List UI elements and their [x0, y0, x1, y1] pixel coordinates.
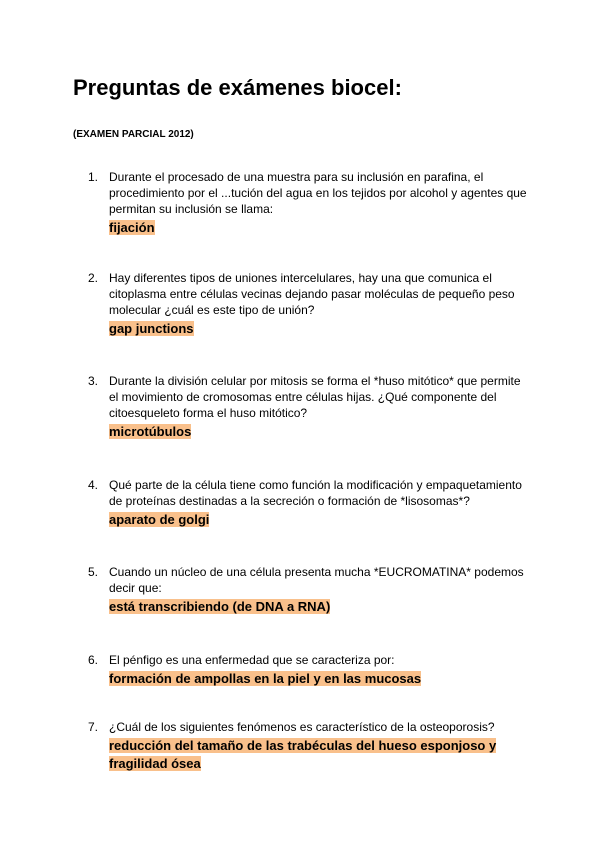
question-item: [88, 169, 528, 237]
question-text: Qué parte de la célula tiene como función la modificación y empaquetamiento de proteínas destinadas a la secreción o formación de *lisosomas*?: [109, 478, 522, 508]
question-answer: [109, 511, 528, 529]
question-text: Durante el procesado de una muestra para su inclusión en parafina, el procedimiento por el ...tución del agua en los tejidos por alcohol y agentes que permitan su inclusión se llama:: [109, 170, 527, 216]
question-number: 6.: [88, 653, 99, 667]
exam-subtitle: (EXAMEN PARCIAL 2012): [73, 129, 194, 140]
answer-highlight: microtúbulos: [109, 424, 192, 439]
answer-highlight: está transcribiendo (de DNA a RNA): [109, 599, 331, 614]
question-item: [88, 373, 528, 441]
question-number: 1.: [88, 170, 99, 184]
question-item: [88, 652, 528, 688]
question-number: 2.: [88, 271, 99, 285]
answer-highlight: reducción del tamaño de las trabéculas del hueso esponjoso y fragilidad ósea: [109, 738, 497, 771]
question-answer: [109, 598, 528, 616]
question-text: Cuando un núcleo de una célula presenta mucha *EUCROMATINA* podemos decir que:: [109, 565, 524, 595]
question-answer: [109, 423, 528, 441]
answer-highlight: aparato de golgi: [109, 512, 210, 527]
question-number: 7.: [88, 720, 99, 734]
question-answer: [109, 320, 528, 338]
question-text: El pénfigo es una enfermedad que se caracteriza por:: [109, 653, 395, 667]
question-item: [88, 719, 528, 773]
answer-highlight: formación de ampollas en la piel y en las mucosas: [109, 671, 422, 686]
question-item: [88, 270, 528, 338]
question-item: [88, 564, 528, 616]
question-item: [88, 477, 528, 529]
answer-highlight: fijación: [109, 220, 155, 235]
page-title: Preguntas de exámenes biocel:: [73, 75, 402, 100]
question-text: ¿Cuál de los siguientes fenómenos es característico de la osteoporosis?: [109, 720, 495, 734]
question-number: 5.: [88, 565, 99, 579]
question-text: Durante la división celular por mitosis se forma el *huso mitótico* que permite el movimiento de cromosomas entre células hijas. ¿Qué componente del citoesqueleto forma el huso mitótico?: [109, 374, 521, 420]
answer-highlight: gap junctions: [109, 321, 194, 336]
question-answer: [109, 670, 528, 688]
question-text: Hay diferentes tipos de uniones intercelulares, hay una que comunica el citoplasma entre células vecinas dejando pasar moléculas de pequeño peso molecular ¿cuál es este tipo de unión?: [109, 271, 515, 317]
question-number: 3.: [88, 374, 99, 388]
question-number: 4.: [88, 478, 99, 492]
question-answer: [109, 219, 528, 237]
question-answer: [109, 737, 539, 773]
